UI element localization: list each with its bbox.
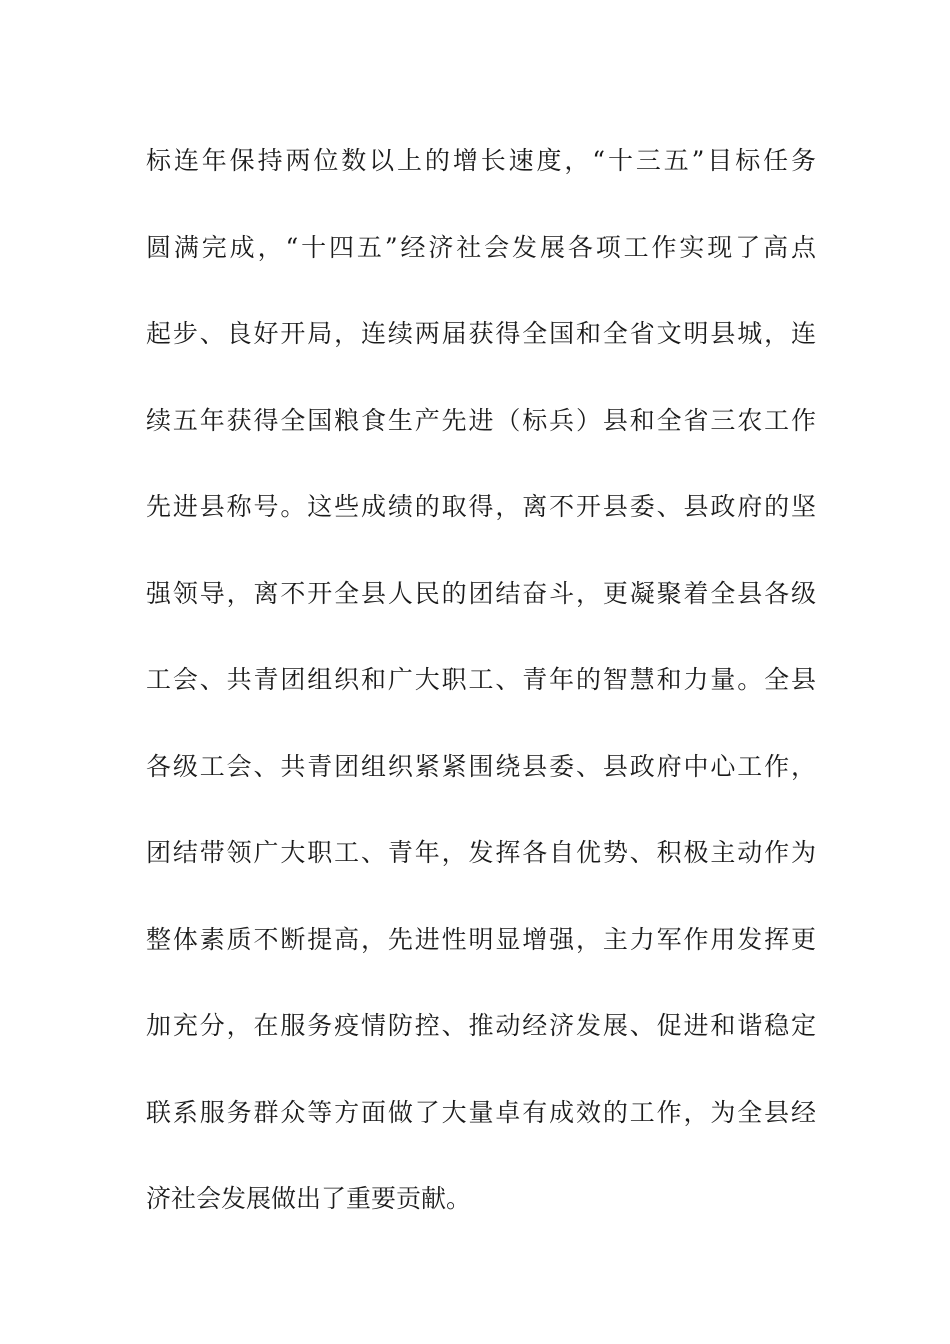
paragraph-line-last: 济社会发展做出了重要贡献。 bbox=[146, 1184, 472, 1213]
paragraph-line: 整体素质不断提高，先进性明显增强，主力军作用发挥更 bbox=[146, 924, 816, 954]
paragraph-line: 标连年保持两位数以上的增长速度，“十三五”目标任务 bbox=[146, 146, 816, 175]
paragraph-line: 各级工会、共青团组织紧紧围绕县委、县政府中心工作， bbox=[146, 751, 816, 781]
paragraph-line: 续五年获得全国粮食生产先进（标兵）县和全省三农工作 bbox=[146, 405, 816, 435]
paragraph-line: 先进县称号。这些成绩的取得，离不开县委、县政府的坚 bbox=[146, 492, 816, 521]
paragraph-line: 起步、良好开局，连续两届获得全国和全省文明县城，连 bbox=[146, 319, 816, 348]
paragraph-line: 工会、共青团组织和广大职工、青年的智慧和力量。全县 bbox=[146, 665, 816, 694]
body-paragraph bbox=[146, 138, 816, 1263]
paragraph-line: 团结带领广大职工、青年，发挥各自优势、积极主动作为 bbox=[146, 838, 816, 867]
paragraph-line: 强领导，离不开全县人民的团结奋斗，更凝聚着全县各级 bbox=[146, 578, 816, 608]
paragraph-line: 联系服务群众等方面做了大量卓有成效的工作，为全县经 bbox=[146, 1097, 816, 1127]
paragraph-line: 圆满完成，“十四五”经济社会发展各项工作实现了高点 bbox=[146, 232, 816, 262]
paragraph-line: 加充分，在服务疫情防控、推动经济发展、促进和谐稳定 bbox=[146, 1011, 816, 1040]
